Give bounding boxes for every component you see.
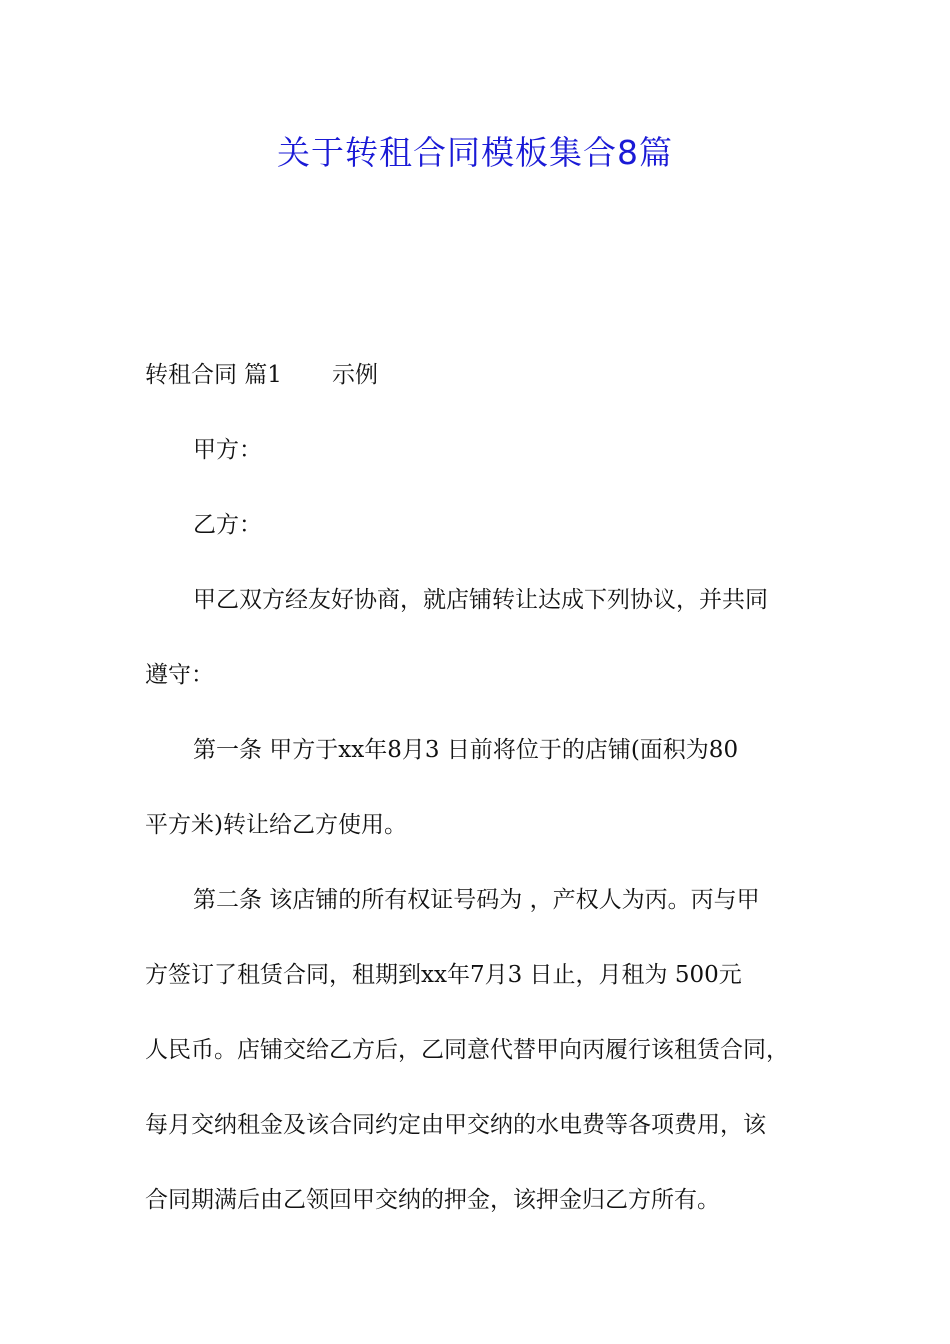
section-heading [145, 338, 817, 413]
document-title: 关于转租合同模板集合8篇 [277, 133, 673, 172]
article-2-line-2: 方签订了租赁合同，租期到xx年7月3 日止，月租为 500元 [145, 962, 742, 988]
paragraph-intro-line-2: 遵守： [145, 662, 214, 688]
section-heading-tag: 示例 [331, 362, 378, 388]
article-2-line-5: 合同期满后由乙领回甲交纳的押金，该押金归乙方所有。 [145, 1187, 720, 1213]
article-1-line-2: 平方米)转让给乙方使用。 [145, 812, 407, 838]
section-heading-name: 转租合同 篇1 [145, 362, 282, 388]
article-2-line-4: 每月交纳租金及该合同约定由甲交纳的水电费等各项费用，该 [145, 1112, 766, 1138]
party-b-line: 乙方： [193, 512, 262, 538]
document-body [145, 338, 817, 1238]
article-1-line-1: 第一条 甲方于xx年8月3 日前将位于的店铺(面积为80 [193, 737, 739, 763]
article-2-line-1: 第二条 该店铺的所有权证号码为 ，产权人为丙。丙与甲 [193, 887, 760, 913]
article-2-line-3: 人民币。店铺交给乙方后，乙同意代替甲向丙履行该租赁合同， [145, 1037, 789, 1063]
party-a-line: 甲方： [193, 437, 262, 463]
paragraph-intro-line-1: 甲乙双方经友好协商，就店铺转让达成下列协议，并共同 [193, 587, 768, 613]
